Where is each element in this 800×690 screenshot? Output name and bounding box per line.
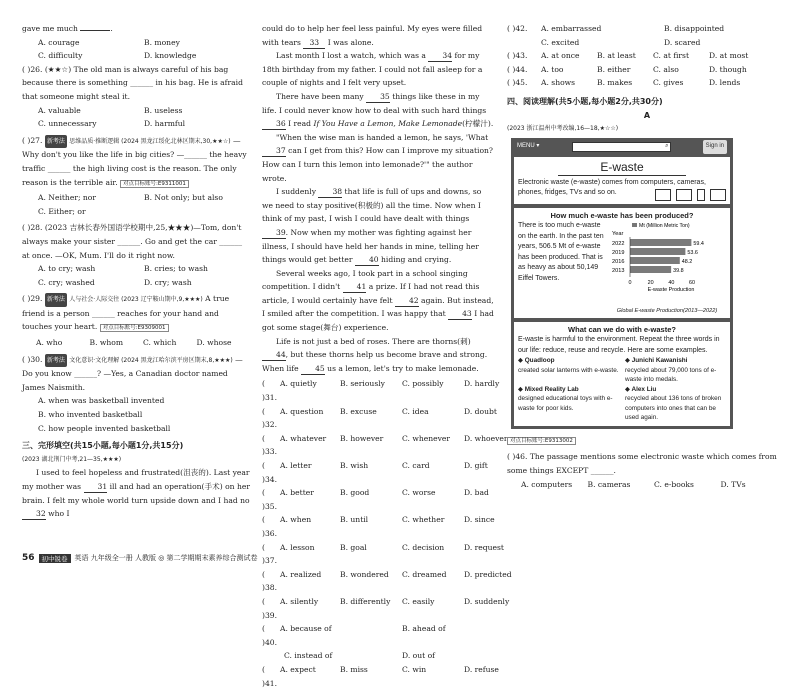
data-label: 59.4 xyxy=(693,241,704,248)
legend-swatch xyxy=(632,223,637,227)
bar-2013 xyxy=(630,266,671,273)
panel-text: E-waste is harmful to the environment. Repeat the three words in our life: reduce, reuse and recycle. Here are some examples. xyxy=(518,336,720,354)
answer-blank[interactable]: 40 xyxy=(355,255,379,266)
option[interactable]: D. TVs xyxy=(720,479,746,489)
tick-label: 40 xyxy=(668,280,675,287)
option[interactable]: C. worse xyxy=(402,488,436,498)
option[interactable]: B. ahead of xyxy=(402,624,446,634)
question-text: A true friend is a person ______ reaches for your hand and touches your heart. xyxy=(22,294,230,332)
question-30 xyxy=(22,353,250,395)
answer-blank[interactable]: 38 xyxy=(318,187,342,198)
question-42 xyxy=(507,22,787,49)
questions-43-45 xyxy=(507,49,787,90)
question-number: ( )27. xyxy=(22,135,43,145)
choice-row xyxy=(262,541,504,568)
passage-paragraph: I used to feel hopeless and frustrated(沮丧的). Last year my mother was 31 ill and had an operation(手术) on her brain. I felt my whole world turn upside down and I had no 32 who I xyxy=(22,468,250,519)
question-text: —Do you know ______? —Yes, a Canadian doctor named James Naismith. xyxy=(22,354,243,392)
answer-blank[interactable]: 37 xyxy=(262,146,286,157)
option[interactable]: A. valuable xyxy=(38,105,81,115)
panel-text: There is too much e-waste on the earth. In the past ten years, 506.5 Mt of e-waste has been produced. That is as heavy as about 50,149 Eiffel Towers. xyxy=(518,222,604,282)
new-method-tag: 新考法 xyxy=(45,354,67,368)
source-note: 人与社会·人际交往 (2023 辽宁鞍山期中,9,★★★) xyxy=(69,296,203,304)
question-text: The passage mentions some electronic waste which comes from some things EXCEPT ______. xyxy=(507,452,777,475)
option[interactable]: C. unnecessary xyxy=(38,119,97,129)
option[interactable]: A. because of xyxy=(280,624,332,634)
option[interactable]: D. cry; wash xyxy=(144,277,192,287)
option[interactable]: D. harmful xyxy=(144,119,186,129)
search-input[interactable] xyxy=(572,142,671,152)
option[interactable]: D. hardly xyxy=(464,379,500,389)
question-41 xyxy=(262,663,499,690)
option[interactable]: D. lends xyxy=(709,78,741,88)
question-40 xyxy=(262,622,494,663)
question-number: ( )33. xyxy=(262,433,278,457)
target-code: 对点目标账号:E9313002 xyxy=(507,437,576,445)
choice-row xyxy=(262,377,500,404)
question-number: ( )26. xyxy=(22,64,43,74)
question-number: ( )43. xyxy=(507,51,528,61)
bar-2022 xyxy=(630,239,691,246)
option[interactable]: A. computers xyxy=(521,479,573,489)
question-28 xyxy=(22,221,250,262)
answer-blank[interactable]: 31 xyxy=(84,482,108,493)
option[interactable]: B. Not only; but also xyxy=(144,193,223,203)
option[interactable]: A. quietly xyxy=(280,379,317,389)
tick-label: 2013 xyxy=(612,268,625,275)
tv-icon xyxy=(710,189,726,201)
option[interactable]: B. cameras xyxy=(587,479,631,489)
question-number: ( )36. xyxy=(262,515,278,538)
option[interactable]: A. embarrassed xyxy=(541,24,602,33)
web-top-bar xyxy=(514,141,730,153)
difficulty-stars: (★★☆) xyxy=(44,64,72,74)
question-number: ( )46. xyxy=(507,452,528,462)
option[interactable]: B. who invented basketball xyxy=(38,410,143,420)
option[interactable]: B. whom xyxy=(89,338,124,348)
option[interactable]: C. at first xyxy=(653,51,690,61)
tick-label: 60 xyxy=(689,280,695,287)
answer-blank[interactable]: 45 xyxy=(301,364,325,375)
option[interactable]: A. Neither; nor xyxy=(38,193,97,203)
q26-options xyxy=(22,104,250,131)
question-number: ( )37. xyxy=(262,542,278,566)
option[interactable]: A. to cry; wash xyxy=(38,264,96,274)
chart-title: E-waste Production xyxy=(647,287,695,294)
option[interactable]: D. knowledge xyxy=(144,51,197,61)
example-card: ◆ Mixed Reality Lab designed educational toys with e-waste for poor kids. xyxy=(518,385,613,412)
option[interactable]: D. whose xyxy=(196,338,232,348)
option[interactable]: C. which xyxy=(143,338,177,348)
option[interactable]: D. doubt xyxy=(464,406,497,416)
footer-text: 英语 九年级全一册 人教版 ◎ 第二学期期末素养综合测试卷 xyxy=(74,554,258,562)
column-right xyxy=(507,22,787,491)
panel-title: What can we do with e-waste? xyxy=(568,324,676,334)
question-text: (2023 吉林长春外国语学校期中,25,★★★)—Tom, don't always make your sister ______. Go and get the car ______ at once. —OK, Mum. I'll do it right now. xyxy=(22,223,243,260)
option[interactable]: C. how people invented basketball xyxy=(38,423,171,433)
option[interactable]: A. at once xyxy=(541,51,580,61)
passage-paragraph: I suddenly 38 that life is full of ups and downs, so we need to stay positive(积极的) all the time. Now when I think of my past, I wish I could have dealt with things 39. Now when my mother was fighting against her illness, I should have held her hands in mine, telling her things would get better 40 hiding and crying. xyxy=(262,187,482,265)
answer-blank[interactable]: 39 xyxy=(262,228,286,239)
q28-options xyxy=(22,262,250,289)
option[interactable]: D. scared xyxy=(664,37,701,47)
bar-2019 xyxy=(630,248,685,255)
section-heading: 三、完形填空(共15小题,每小题1分,共15分) xyxy=(22,441,184,451)
option[interactable]: B. makes xyxy=(597,78,633,88)
cloze-choices xyxy=(262,377,512,622)
option[interactable]: B. disappointed xyxy=(664,24,725,33)
option[interactable]: A. courage xyxy=(38,37,80,47)
question-number: ( )45. xyxy=(507,78,528,88)
option[interactable]: C. easily xyxy=(402,596,435,606)
option[interactable]: D. gift xyxy=(464,461,488,470)
option[interactable]: B. excuse xyxy=(340,406,377,416)
answer-blank[interactable]: 35 xyxy=(366,92,390,103)
answer-blank[interactable]: 41 xyxy=(343,282,367,293)
tick-label: 2019 xyxy=(612,250,625,257)
option[interactable]: D. out of xyxy=(402,651,435,661)
choice-row xyxy=(262,405,497,432)
option[interactable]: C. possibly xyxy=(402,379,444,389)
q25-options xyxy=(22,36,250,63)
option[interactable]: A. whatever xyxy=(280,433,327,443)
question-number: ( )38. xyxy=(262,569,278,593)
passage-paragraph: Several weeks ago, I took part in a school singing competition. I didn't 41 a prize. If I had not read this article, I would certainly have felt 42 again. But instead, I smiled after the competition. I was happy that 43 I had got some stage(舞台) experience. xyxy=(262,268,494,333)
tick-label: 0 xyxy=(628,280,632,287)
page-footer xyxy=(22,553,292,563)
option[interactable]: D. at most xyxy=(709,51,749,61)
brand-badge: 初中锐卷 xyxy=(39,554,71,563)
examples-grid xyxy=(518,356,726,423)
option[interactable]: D. refuse xyxy=(464,664,499,674)
option[interactable]: C. difficulty xyxy=(38,51,83,61)
question-text: —Why don't you like the life in big cities? —______ the heavy traffic ______ the high living cost is the reason. The only reason is the terrible air. xyxy=(22,135,247,187)
diamond-icon: ◆ xyxy=(625,357,630,365)
option[interactable]: A. silently xyxy=(280,596,319,606)
option[interactable]: B. wish xyxy=(340,461,369,470)
question-number: ( )31. xyxy=(262,379,278,403)
target-code: 对点目标账号:E9311001 xyxy=(120,180,189,188)
diamond-icon: ◆ xyxy=(625,385,630,393)
tick-label: 2016 xyxy=(612,259,625,266)
bar-chart xyxy=(608,221,720,303)
option[interactable]: C. whether xyxy=(402,515,445,525)
data-label: 48.2 xyxy=(681,259,693,266)
option[interactable]: C. dreamed xyxy=(402,569,447,579)
option[interactable]: A. better xyxy=(280,488,314,498)
question-number: ( )39. xyxy=(262,596,278,620)
diamond-icon: ◆ xyxy=(518,385,523,393)
option[interactable]: B. useless xyxy=(144,105,183,115)
camera-icon xyxy=(676,189,692,201)
chart-caption: Global E-waste Production(2013—2022) xyxy=(616,307,718,314)
question-number: ( )30. xyxy=(22,354,43,364)
source-note: (2023 浙江温州中考改编,16—18,★☆☆) xyxy=(507,125,619,133)
option[interactable]: D. whoever xyxy=(464,433,508,443)
menu-button[interactable]: MENU ▾ xyxy=(517,142,540,149)
option[interactable]: C. instead of xyxy=(284,651,333,661)
choice-row xyxy=(262,595,510,622)
choice-row xyxy=(262,432,508,459)
example-card: ◆ Quadloop created solar lanterns with e-waste. xyxy=(518,357,619,374)
q29-options xyxy=(22,336,250,350)
option[interactable]: B. cries; to wash xyxy=(144,264,208,274)
passage-paragraph: There have been many 35 things like these in my life. I could never know how to deal with such hard things 36 I read If You Have a Lemon, Make Lemonade(柠檬汁). xyxy=(262,91,494,129)
production-panel xyxy=(514,208,730,318)
option[interactable]: C. Either; or xyxy=(38,206,86,216)
option[interactable]: C. win xyxy=(402,664,427,674)
question-number: ( )29. xyxy=(22,294,43,304)
option[interactable]: B. good xyxy=(340,488,370,498)
example-card: ◆ Alex Liu recycled about 136 tons of broken computers into ones that can be used again. xyxy=(625,385,722,422)
option[interactable]: A. when xyxy=(280,515,312,525)
data-label: 53.6 xyxy=(687,250,698,257)
question-46 xyxy=(507,450,787,491)
question-number: ( )34. xyxy=(262,461,278,484)
question-number: ( )40. xyxy=(262,624,278,647)
source-note: 文化意识·文化理解 (2024 黑龙江哈尔滨平房区期末,8,★★★) xyxy=(69,356,233,364)
bar-2016 xyxy=(630,257,680,264)
answer-blank[interactable]: 36 xyxy=(262,119,286,130)
question-27 xyxy=(22,134,250,191)
option[interactable]: C. card xyxy=(402,461,430,470)
option[interactable]: C. idea xyxy=(402,406,429,416)
option[interactable]: D. bad xyxy=(464,488,489,498)
option[interactable]: D. request xyxy=(464,542,504,552)
axis-label: Year xyxy=(612,231,624,238)
option[interactable]: C. cry; washed xyxy=(38,277,95,287)
tick-label: 2022 xyxy=(612,241,625,248)
option[interactable]: B. money xyxy=(144,37,180,47)
question-number: ( )44. xyxy=(507,64,528,74)
panel-text: Electronic waste (e-waste) comes from computers, cameras, phones, fridges, TVs and so on. xyxy=(518,178,706,197)
option[interactable]: D. suddenly xyxy=(464,596,510,606)
option[interactable]: B. seriously xyxy=(340,379,385,389)
option[interactable]: B. either xyxy=(597,64,631,74)
option[interactable]: B. goal xyxy=(340,542,367,552)
option[interactable]: B. until xyxy=(340,515,369,525)
question-number: ( )35. xyxy=(262,488,278,511)
option[interactable]: C. gives xyxy=(653,78,684,88)
option[interactable]: D. since xyxy=(464,515,495,525)
option[interactable]: B. at least xyxy=(597,51,636,61)
q46-options xyxy=(507,478,787,492)
book-title: If You Have a Lemon, Make Lemonade xyxy=(313,119,463,129)
option[interactable]: A. lesson xyxy=(280,542,315,552)
e-waste-webpage xyxy=(511,138,733,429)
production-chart xyxy=(608,221,726,315)
answer-blank[interactable]: 42 xyxy=(395,296,419,307)
option[interactable]: C. excited xyxy=(541,37,580,47)
answer-blank[interactable] xyxy=(80,30,110,31)
sign-in-button[interactable]: Sign in xyxy=(703,140,727,154)
tick-label: 20 xyxy=(647,280,654,287)
option[interactable]: C. whenever xyxy=(402,433,451,443)
q30-options xyxy=(22,394,250,435)
example-card: ◆ Junichi Kawanishi recycled about 79,000 tons of e-waste into medals. xyxy=(625,357,717,384)
option[interactable]: A. question xyxy=(280,406,324,416)
option[interactable]: A. realized xyxy=(280,569,322,579)
option[interactable]: B. wondered xyxy=(340,569,389,579)
option[interactable]: B. miss xyxy=(340,664,368,674)
question-number: ( )28. xyxy=(22,223,43,233)
passage-paragraph: "When the wise man is handed a lemon, he says, 'What 37 can I get from this? How can I improve my situation? How can I turn this lemon into lemonade?'" the author wrote. xyxy=(262,132,494,183)
choice-row xyxy=(262,513,494,540)
option[interactable]: A. shows xyxy=(541,78,576,88)
new-method-tag: 新考法 xyxy=(45,293,67,307)
answer-blank[interactable]: 34 xyxy=(428,51,452,62)
question-29 xyxy=(22,292,250,336)
question-45 xyxy=(507,76,787,90)
question-44 xyxy=(507,63,787,77)
page-number: 56 xyxy=(22,553,35,563)
question-43 xyxy=(507,49,787,63)
panel-title: E-waste xyxy=(558,160,686,176)
part-label: A xyxy=(643,110,651,120)
option[interactable]: A. expect xyxy=(280,664,316,674)
phone-icon xyxy=(697,189,705,201)
option[interactable]: B. however xyxy=(340,433,384,443)
question-number: ( )42. xyxy=(507,24,528,33)
option[interactable]: C. decision xyxy=(402,542,445,552)
passage-paragraph: could do to help her feel less painful. My eyes were filled with tears 33 I was alone. xyxy=(262,24,483,47)
choice-row xyxy=(262,459,494,486)
section-heading: 四、阅读理解(共5小题,每小题2分,共30分) xyxy=(507,96,663,106)
passage-paragraph: Life is not just a bed of roses. There are thorns(刺) 44, but these thorns help us become brave and strong. When life 45 us a lemon, let's try to make lemonade. xyxy=(262,336,488,373)
answer-blank[interactable]: 44 xyxy=(262,350,286,361)
source-note: 思维品质·推断逻辑 (2024 黑龙江绥化北林区期末,30,★★☆) xyxy=(69,137,231,145)
answer-blank[interactable]: 43 xyxy=(448,309,472,320)
option[interactable]: C. also xyxy=(653,64,679,74)
ewaste-intro-panel xyxy=(514,157,730,204)
q27-options xyxy=(22,191,250,218)
target-code: 对点目标账号:E9309001 xyxy=(100,324,169,332)
option[interactable]: A. too xyxy=(541,64,564,74)
panel-title: How much e-waste has been produced? xyxy=(550,210,694,220)
option[interactable]: C. e-books xyxy=(654,479,694,489)
new-method-tag: 新考法 xyxy=(45,135,67,149)
passage-paragraph: Last month I lost a watch, which was a 34 for my 18th birthday from my father. I could not fall asleep for a couple of nights and I felt very upset. xyxy=(262,51,483,88)
option[interactable]: A. when was basketball invented xyxy=(38,396,165,406)
answer-blank[interactable]: 33 xyxy=(303,38,325,49)
legend-label: Mt (Million Metric Ton) xyxy=(639,223,690,230)
option[interactable]: A. who xyxy=(36,338,63,348)
question-26 xyxy=(22,63,250,104)
choice-row xyxy=(262,568,512,595)
option[interactable]: A. letter xyxy=(280,461,312,470)
column-middle xyxy=(262,22,512,690)
question-text: The old man is always careful of his bag because there is something ______ in his bag. He is afraid that someone might steal it. xyxy=(22,64,243,101)
search-icon[interactable]: ⌕ xyxy=(665,142,669,149)
diamond-icon: ◆ xyxy=(518,357,523,365)
option[interactable]: D. though xyxy=(709,64,747,74)
answer-blank[interactable]: 32 xyxy=(22,509,46,520)
text: gave me much xyxy=(22,24,78,33)
option[interactable]: D. predicted xyxy=(464,569,512,579)
computer-icon xyxy=(655,189,671,201)
choice-row xyxy=(262,486,494,513)
solutions-panel xyxy=(514,322,730,426)
column-left: gave me much . A. courage B. money C. difficulty D. knowledge ( )26. (★★☆) The old man is always careful of his bag because there is something ______ in his bag. He is afraid that someone might steal it. A. valuable B. useless C. unnecessary D. harmful ( )27. 新考法 思维品质·推断逻辑 (2024 黑龙江绥化北林区期末,30,★★☆) —Why don't you like the life in big cities? —______ the heavy traffic ______ the high living cost is the reason. The only reason is the terrible air. 对点目标账号:E9311001 A. Neither; nor B. Not only; but also C. Either; or ( )28. (2023 吉林长春外国语学校期中,25,★★★)—Tom, don't always make your sister ______. Go and get the car ______ at once. —OK, Mum. I'll do it right now. A. to cry; wash B. cries; to wash C. cry; washed D. cry; wash ( )29. 新考法 人与社会·人际交往 (2023 辽宁鞍山期中,9,★★★) A true friend is a person ______ reaches for your hand and touches your heart. 对点目标账号:E9309001 A. who B. whom C. which D. whose ( )30. 新考法 文化意识·文化理解 (2024 黑龙江哈尔滨平房区期末,8,★★★) —Do you know ______? —Yes, a Canadian doctor named James Naismith. A. when was basketball invented B. who invented basketball C. how people invented basketball 三、完形填空(共15小题,每小题1分,共15分) (2023 湖北荆门中考,21—35,★★★) I used to feel hopeless and frustrated(沮丧的). Last year my mother was 31 ill and had an operation(手术) on her brain. I felt my whole world turn upside down and I had no 32 who I xyxy=(22,22,250,521)
source-note: (2023 湖北荆门中考,21—35,★★★) xyxy=(22,455,122,463)
option[interactable]: B. differently xyxy=(340,596,391,606)
question-number: ( )41. xyxy=(262,664,278,688)
data-label: 39.8 xyxy=(673,268,684,275)
question-number: ( )32. xyxy=(262,406,278,430)
